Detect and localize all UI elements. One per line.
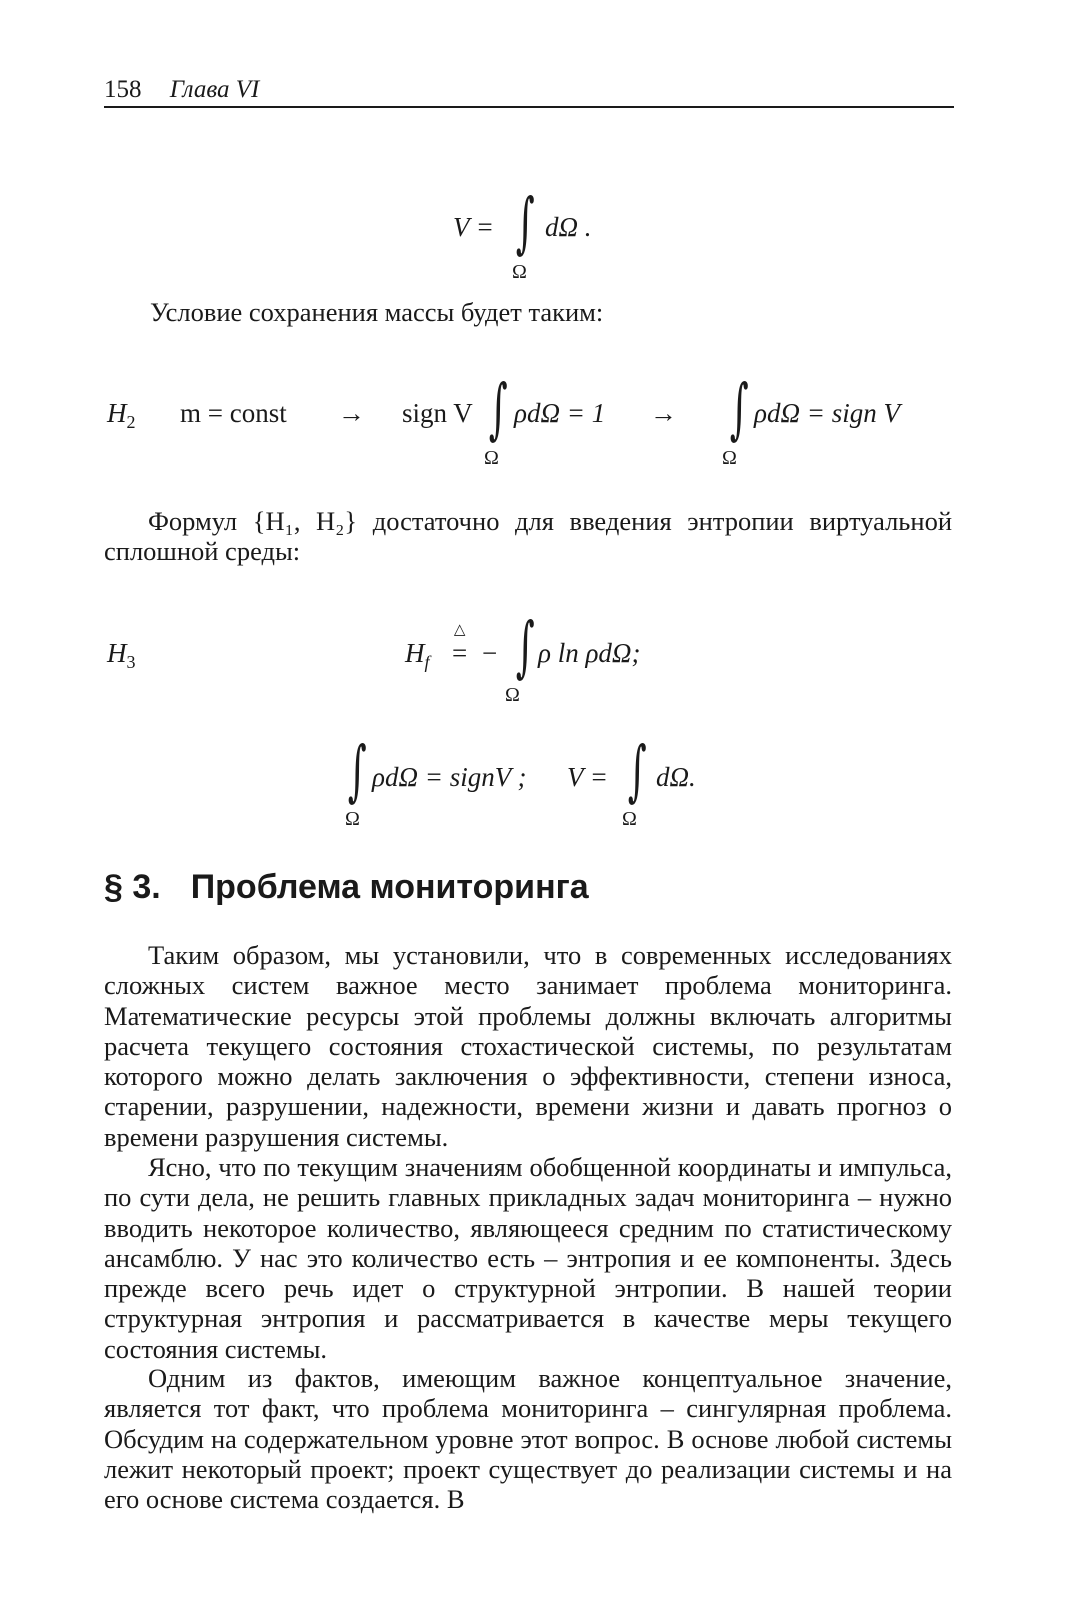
paragraph-1: Таким образом, мы установили, что в современных исследованиях сложных систем важное место занимает проблема мониторинга. Математические ресурсы этой проблемы должны включать алгоритмы расчета текущего состояния стохастической системы, по результатам которого можно делать заключения о эффективности, степени износа, старении, разрушении, надежности, времени жизни и давать прогноз о времени разрушения системы. bbox=[104, 940, 952, 1152]
formula-last-v: V = bbox=[567, 762, 608, 792]
arrow-symbol: → bbox=[650, 398, 677, 428]
section-heading bbox=[104, 868, 589, 907]
formula-h2-integrand-2: ρdΩ = sign V bbox=[754, 398, 900, 428]
formula-h3-label: $H_3$ bbox=[107, 638, 136, 672]
formula-last-integrand-1: ρdΩ = signV ; bbox=[372, 762, 527, 792]
integral-sign: ∫ bbox=[347, 732, 367, 809]
integral-sign: ∫ bbox=[488, 370, 508, 447]
paragraph-2: Ясно, что по текущим значениям обобщенной координаты и импульса, по сути дела, не решить главных прикладных задач мониторинга – нужно вводить некоторое количество, являющееся средним по статистическому ансамблю. У нас это количество есть – энтропия и ее компоненты. Здесь прежде всего речь идет о структурной энтропии. В нашей теории структурная энтропия и рассматривается в качестве меры текущего состояния системы. bbox=[104, 1152, 952, 1364]
integral-limit-omega: Ω bbox=[512, 261, 527, 283]
mass-condition-text: Условие сохранения массы будет таким: bbox=[150, 297, 604, 327]
formula-h2-label: $H_2$ bbox=[107, 398, 136, 432]
integral-limit-omega: Ω bbox=[622, 808, 637, 830]
formula-h3-hf: $H_f$ bbox=[405, 638, 430, 672]
formula-h2-integrand-1: ρdΩ = 1 bbox=[514, 398, 606, 428]
formula-last-integrand-2: dΩ. bbox=[656, 762, 696, 792]
formula-h2-m-const: m = const bbox=[180, 398, 287, 428]
page-number: 158 bbox=[104, 76, 142, 103]
formula-volume-lhs: V = bbox=[453, 212, 494, 242]
formulas-intro-text: Формул {H₁, H₂} достаточно для введения энтропии виртуальной сплошной среды: bbox=[104, 506, 952, 567]
integral-limit-omega: Ω bbox=[484, 447, 499, 469]
section-number: § 3. bbox=[104, 868, 161, 906]
formula-h2-sign-v: sign V bbox=[402, 398, 473, 428]
formula-volume-integrand: dΩ . bbox=[545, 212, 592, 242]
integral-limit-omega: Ω bbox=[722, 447, 737, 469]
formula-h3-integrand: ρ ln ρdΩ; bbox=[538, 638, 641, 668]
paragraph-3: Одним из фактов, имеющим важное концептуальное значение, является тот факт, что проблема мониторинга – сингулярная проблема. Обсудим на содержательном уровне этот вопрос. В основе любой системы лежит некоторый проект; проект существует до реализации системы и на его основе система создается. В bbox=[104, 1363, 952, 1515]
section-title: Проблема мониторинга bbox=[190, 868, 589, 906]
formula-h3-defeq: △ = bbox=[452, 622, 468, 668]
integral-sign: ∫ bbox=[627, 732, 647, 809]
integral-limit-omega: Ω bbox=[505, 684, 520, 706]
arrow-symbol: → bbox=[338, 398, 365, 428]
integral-sign: ∫ bbox=[515, 608, 535, 685]
integral-limit-omega: Ω bbox=[345, 808, 360, 830]
formula-h3-minus: − bbox=[482, 638, 498, 668]
chapter-title: Глава VI bbox=[169, 76, 260, 103]
integral-sign: ∫ bbox=[515, 184, 535, 261]
running-header bbox=[104, 76, 259, 104]
integral-sign: ∫ bbox=[729, 370, 749, 447]
header-rule bbox=[104, 106, 954, 108]
triangle-symbol: △ bbox=[453, 622, 466, 638]
